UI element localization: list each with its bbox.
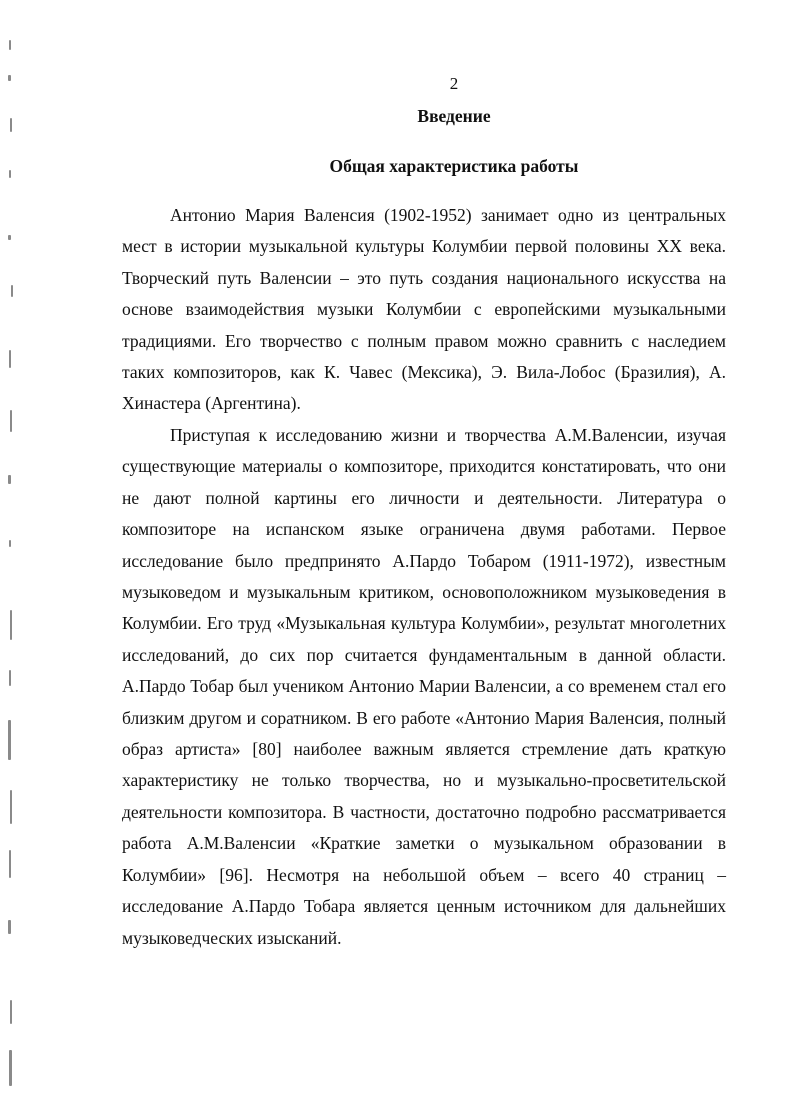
paragraph-1: Антонио Мария Валенсия (1902-1952) занимает одно из центральных мест в истории музыкальной культуры Колумбии первой половины XX века. Творческий путь Валенсии – это путь создания национального искусства на основе взаимодействия музыки Колумбии с европейскими музыкальными традициями. Его творчество с полным правом можно сравнить с наследием таких композиторов, как К. Чавес (Мексика), Э. Вила-Лобос (Бразилия), А. Хинастера (Аргентина). — [122, 205, 726, 414]
section-title: Введение — [417, 106, 491, 126]
page-number: 2 — [449, 74, 459, 93]
scan-edge-artifacts — [6, 20, 14, 1080]
subsection-title: Общая характеристика работы — [329, 156, 579, 176]
paragraph-2: Приступая к исследованию жизни и творчества А.М.Валенсии, изучая существующие материалы о композиторе, приходится констатировать, что они не дают полной картины его личности и деятельности. Литература о композиторе на испанском языке ограничена двумя работами. Первое исследование было предпринято А.Пардо Тобаром (1911-1972), известным музыковедом и музыкальным критиком, основоположником музыковедения в Колумбии. Его труд «Музыкальная культура Колумбии», результат многолетних исследований, до сих пор считается фундаментальным в данной области. А.Пардо Тобар был учеником Антонио Марии Валенсии, а со временем стал его близким другом и соратником. В его работе «Антонио Мария Валенсия, полный образ артиста» [80] наиболее важным является стремление дать краткую характеристику не только творчества, но и музыкально-просветительской деятельности композитора. В частности, достаточно подробно рассматривается работа А.М.Валенсии «Краткие заметки о музыкальном образовании в Колумбии» [96]. Несмотря на небольшой объем – всего 40 страниц – исследование А.Пардо Тобара является ценным источником для дальнейших музыковедческих изысканий. — [122, 425, 726, 948]
